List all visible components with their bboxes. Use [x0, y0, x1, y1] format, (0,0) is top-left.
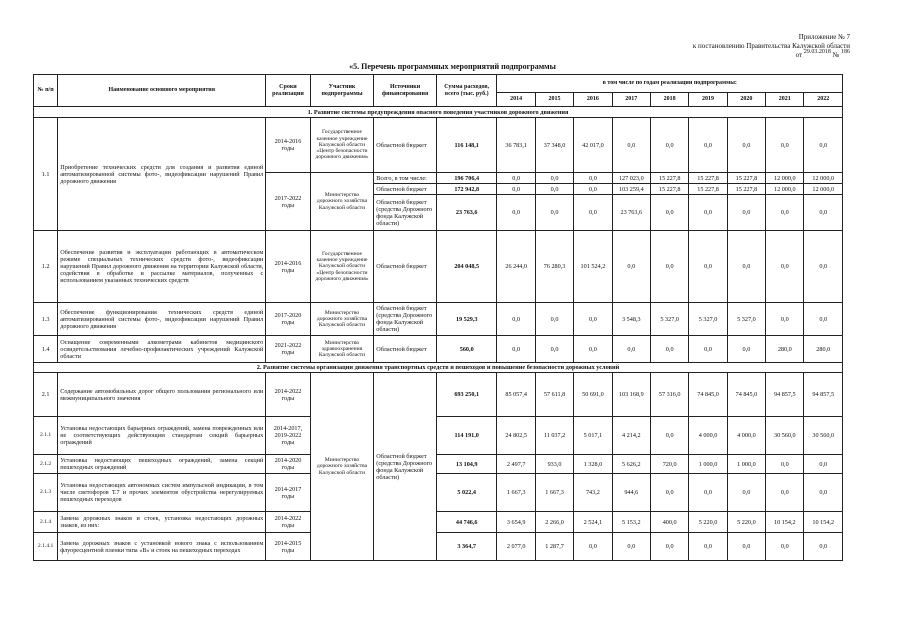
- decree-date: 29.03.2018: [803, 49, 831, 55]
- terms: 2014-2016 годы: [266, 118, 310, 173]
- year-value: 15 227,8: [650, 184, 688, 195]
- row-number: 2.1.2: [34, 455, 58, 474]
- year-value: 0,0: [689, 474, 727, 512]
- year-value: 103 168,9: [612, 373, 650, 417]
- year-value: 12 000,0: [804, 184, 843, 195]
- total-sum: 23 763,6: [436, 195, 497, 231]
- year-value: 57 611,8: [535, 373, 573, 417]
- year-value: 5 153,2: [612, 512, 650, 533]
- year-value: 26 244,0: [497, 231, 535, 303]
- terms: 2014-2016 годы: [266, 231, 310, 303]
- year-value: 23 763,6: [612, 195, 650, 231]
- year-value: 0,0: [497, 173, 535, 184]
- col-num-header: № п/п: [34, 75, 58, 107]
- year-value: 50 691,0: [574, 373, 612, 417]
- year-value: 5 220,0: [727, 512, 765, 533]
- table-row: [34, 474, 843, 512]
- year-value: 1 000,0: [689, 455, 727, 474]
- year-value: 400,0: [650, 512, 688, 533]
- year-header: 2014: [497, 93, 535, 107]
- year-value: 15 227,8: [650, 173, 688, 184]
- year-value: 0,0: [535, 173, 573, 184]
- decree-date-line: [700, 51, 850, 60]
- document-title: «5. Перечень программных мероприятий подпрограммы: [349, 62, 556, 71]
- terms: 2014-2022 годы: [266, 373, 310, 417]
- terms: 2014-2017 годы: [266, 474, 310, 512]
- funding-source: Всего, в том числе:: [374, 173, 437, 184]
- year-value: 0,0: [535, 336, 573, 363]
- year-value: 5 626,2: [612, 455, 650, 474]
- measures-table: [33, 74, 843, 561]
- year-value: 74 845,0: [689, 373, 727, 417]
- year-value: 944,6: [612, 474, 650, 512]
- year-value: 1 667,3: [497, 474, 535, 512]
- year-value: 85 057,4: [497, 373, 535, 417]
- year-value: 103 259,4: [612, 184, 650, 195]
- year-value: 3 548,3: [612, 303, 650, 336]
- row-number: 2.1.1: [34, 417, 58, 455]
- table-row: [34, 373, 843, 417]
- year-value: 15 227,8: [727, 184, 765, 195]
- funding-source: Областной бюджет: [374, 231, 437, 303]
- funding-source: Областной бюджет (средства Дорожного фонда Калужской области): [374, 195, 437, 231]
- year-value: 0,0: [727, 195, 765, 231]
- year-value: 0,0: [689, 533, 727, 561]
- year-value: 0,0: [766, 195, 804, 231]
- year-value: 2 497,7: [497, 455, 535, 474]
- year-value: 0,0: [574, 336, 612, 363]
- funding-source: Областной бюджет: [374, 336, 437, 363]
- year-value: 10 154,2: [804, 512, 843, 533]
- year-value: 0,0: [804, 455, 843, 474]
- year-value: 0,0: [497, 184, 535, 195]
- col-name-header: Наименование основного мероприятия: [58, 75, 266, 107]
- year-value: 5 220,0: [689, 512, 727, 533]
- table-row: [34, 455, 843, 474]
- year-header: 2020: [727, 93, 765, 107]
- participant: Министерство здравоохранения Калужской области: [310, 336, 374, 363]
- terms: 2021-2022 годы: [266, 336, 310, 363]
- year-value: 280,0: [804, 336, 843, 363]
- year-value: 0,0: [612, 533, 650, 561]
- year-value: 4 000,0: [727, 417, 765, 455]
- year-value: 5 017,1: [574, 417, 612, 455]
- year-value: 2 524,1: [574, 512, 612, 533]
- row-number: 1.3: [34, 303, 58, 336]
- row-number: 1.4: [34, 336, 58, 363]
- table-row: [34, 533, 843, 561]
- total-sum: 172 942,8: [436, 184, 497, 195]
- year-value: 5 327,0: [727, 303, 765, 336]
- total-sum: 560,0: [436, 336, 497, 363]
- year-value: 0,0: [574, 195, 612, 231]
- table-row: [34, 118, 843, 173]
- year-value: 4 000,0: [689, 417, 727, 455]
- measure-name: Обеспечение функционирования технических средств единой автоматизированной системы фото-, видеофиксации нарушений Правил дорожного движения: [58, 303, 266, 336]
- year-value: 0,0: [574, 303, 612, 336]
- terms: 2017-2022 годы: [266, 173, 310, 231]
- year-header: 2018: [650, 93, 688, 107]
- year-value: 0,0: [650, 417, 688, 455]
- year-value: 0,0: [804, 303, 843, 336]
- participant: Министерство дорожного хозяйства Калужской области: [310, 173, 374, 231]
- year-value: 0,0: [766, 118, 804, 173]
- total-sum: 44 746,6: [436, 512, 497, 533]
- year-value: 15 227,8: [689, 184, 727, 195]
- measure-name: Замена дорожных знаков и стоек, установка недостающих дорожных знаков, из них:: [58, 512, 266, 533]
- year-header: 2016: [574, 93, 612, 107]
- measure-name: Содержание автомобильных дорог общего пользования регионального или межмуниципального значения: [58, 373, 266, 417]
- year-value: 36 783,1: [497, 118, 535, 173]
- participant: Министерство дорожного хозяйства Калужской области: [310, 303, 374, 336]
- row-number: 2.1.3: [34, 474, 58, 512]
- year-value: 0,0: [612, 118, 650, 173]
- year-value: 127 023,0: [612, 173, 650, 184]
- year-value: 30 560,0: [804, 417, 843, 455]
- measure-name: Установка недостающих автономных систем импульсной индикации, в том числе светофоров Т.7 и прочих элементов обустройства нерегулируемых пешеходных переходов: [58, 474, 266, 512]
- measure-name: Приобретение технических средств для создания и развития единой автоматизированной системы фото-, видеофиксации нарушений Правил дорожного движения: [58, 118, 266, 231]
- year-value: 0,0: [804, 231, 843, 303]
- table-row: [34, 107, 843, 118]
- year-value: 0,0: [650, 336, 688, 363]
- row-number: 2.1.4: [34, 512, 58, 533]
- year-value: 4 214,2: [612, 417, 650, 455]
- year-value: 42 017,0: [574, 118, 612, 173]
- year-value: 0,0: [766, 474, 804, 512]
- year-value: 0,0: [804, 474, 843, 512]
- year-value: 0,0: [727, 474, 765, 512]
- year-value: 0,0: [612, 336, 650, 363]
- year-value: 933,0: [535, 455, 573, 474]
- year-value: 0,0: [766, 455, 804, 474]
- table-row: [34, 336, 843, 363]
- year-value: 0,0: [766, 533, 804, 561]
- year-value: 0,0: [727, 533, 765, 561]
- terms: 2014-2015 годы: [266, 533, 310, 561]
- row-number: 1.2: [34, 231, 58, 303]
- year-value: 15 227,8: [689, 173, 727, 184]
- year-value: 5 327,0: [689, 303, 727, 336]
- year-value: 0,0: [766, 231, 804, 303]
- year-value: 2 266,0: [535, 512, 573, 533]
- total-sum: 693 250,1: [436, 373, 497, 417]
- year-value: 94 857,5: [804, 373, 843, 417]
- year-value: 0,0: [650, 231, 688, 303]
- year-value: 0,0: [804, 195, 843, 231]
- measure-name: Оснащение современными алкометрами кабинетов медицинского освидетельствования лечебно-профилактических учреждений Калужской области: [58, 336, 266, 363]
- year-value: 0,0: [535, 303, 573, 336]
- year-value: 1 000,0: [727, 455, 765, 474]
- year-value: 0,0: [574, 533, 612, 561]
- total-sum: 19 529,3: [436, 303, 497, 336]
- funding-source: Областной бюджет (средства Дорожного фонда Калужской области): [374, 373, 437, 561]
- participant: Министерство дорожного хозяйства Калужской области: [310, 373, 374, 561]
- year-value: 10 154,2: [766, 512, 804, 533]
- year-value: 74 845,0: [727, 373, 765, 417]
- total-sum: 116 148,1: [436, 118, 497, 173]
- year-value: 0,0: [727, 118, 765, 173]
- year-value: 0,0: [689, 336, 727, 363]
- total-sum: 114 191,0: [436, 417, 497, 455]
- funding-source: Областной бюджет: [374, 184, 437, 195]
- year-value: 0,0: [535, 195, 573, 231]
- year-value: 0,0: [650, 474, 688, 512]
- year-value: 0,0: [574, 173, 612, 184]
- year-header: 2015: [535, 93, 573, 107]
- col-sum-header: Сумма расходов, всего (тыс. руб.): [436, 75, 497, 107]
- row-number: 2.1.4.1: [34, 533, 58, 561]
- year-header: 2022: [804, 93, 843, 107]
- terms: 2017-2020 годы: [266, 303, 310, 336]
- year-value: 37 348,0: [535, 118, 573, 173]
- year-value: 0,0: [650, 533, 688, 561]
- col-terms-header: Сроки реализации: [266, 75, 310, 107]
- year-value: 12 000,0: [766, 173, 804, 184]
- year-value: 0,0: [689, 118, 727, 173]
- year-value: 11 037,2: [535, 417, 573, 455]
- year-value: 280,0: [766, 336, 804, 363]
- col-years-group-header: в том числе по годам реализации подпрограммы:: [497, 75, 843, 93]
- measure-name: Обеспечение развития и эксплуатации работающих в автоматическом режиме специальных технических средств фото-, видеофиксации нарушений Правил дорожного движения на территории Калужской области, содействия в обработке и рассылке материалов, полученных с использованием указанных технических средств: [58, 231, 266, 303]
- year-value: 12 000,0: [766, 184, 804, 195]
- total-sum: 196 706,4: [436, 173, 497, 184]
- decree-number: 186: [841, 49, 850, 55]
- row-number: 2.1: [34, 373, 58, 417]
- appendix-label: Приложение № 7: [798, 33, 850, 41]
- section-heading: 1. Развитие системы предупреждения опасного поведения участников дорожного движения: [34, 107, 843, 118]
- year-value: 57 316,0: [650, 373, 688, 417]
- table-row: [34, 231, 843, 303]
- year-value: 94 857,5: [766, 373, 804, 417]
- year-value: 0,0: [497, 303, 535, 336]
- total-sum: 5 022,4: [436, 474, 497, 512]
- row-number: 1.1: [34, 118, 58, 231]
- year-value: 101 524,2: [574, 231, 612, 303]
- year-value: 15 227,8: [727, 173, 765, 184]
- year-value: 0,0: [650, 195, 688, 231]
- total-sum: 3 364,7: [436, 533, 497, 561]
- section-heading: 2. Развитие системы организации движения транспортных средств и пешеходов и повышение безопасности дорожных условий: [34, 363, 843, 373]
- decree-label: к постановлению Правительства Калужской области: [692, 42, 850, 50]
- year-value: 0,0: [612, 231, 650, 303]
- measure-name: Установка недостающих пешеходных ограждений, замена секций пешеходных ограждений: [58, 455, 266, 474]
- year-value: 1 667,3: [535, 474, 573, 512]
- year-value: 30 560,0: [766, 417, 804, 455]
- year-value: 0,0: [727, 336, 765, 363]
- year-value: 2 077,0: [497, 533, 535, 561]
- year-value: 5 327,0: [650, 303, 688, 336]
- table-row: [34, 303, 843, 336]
- year-value: 3 654,9: [497, 512, 535, 533]
- participant: Государственное казенное учреждение Калужской области «Центр безопасности дорожного движения»: [310, 231, 374, 303]
- year-header: 2019: [689, 93, 727, 107]
- terms: 2014-2020 годы: [266, 455, 310, 474]
- year-value: 0,0: [574, 184, 612, 195]
- measure-name: Замена дорожных знаков с установкой нового знака с использованием флуоресцентной пленки типа «В» и стоек на пешеходных переходах: [58, 533, 266, 561]
- year-value: 720,0: [650, 455, 688, 474]
- year-value: 0,0: [689, 195, 727, 231]
- table-row: [34, 363, 843, 373]
- participant: Государственное казенное учреждение Калужской области «Центр безопасности дорожного движения»: [310, 118, 374, 173]
- funding-source: Областной бюджет (средства Дорожного фонда Калужской области): [374, 303, 437, 336]
- year-value: 0,0: [650, 118, 688, 173]
- year-value: 76 280,3: [535, 231, 573, 303]
- terms: 2014-2022 годы: [266, 512, 310, 533]
- year-value: 0,0: [689, 231, 727, 303]
- table-row: [34, 512, 843, 533]
- from-label: от: [795, 51, 803, 59]
- year-value: 0,0: [804, 118, 843, 173]
- year-value: 0,0: [497, 336, 535, 363]
- year-header: 2017: [612, 93, 650, 107]
- year-value: 0,0: [766, 303, 804, 336]
- year-value: 12 000,0: [804, 173, 843, 184]
- table-row: [34, 417, 843, 455]
- year-value: 24 802,5: [497, 417, 535, 455]
- total-sum: 204 048,5: [436, 231, 497, 303]
- year-value: 1 328,0: [574, 455, 612, 474]
- col-sources-header: Источники финансирования: [374, 75, 437, 107]
- measure-name: Установка недостающих барьерных ограждений, замена поврежденных или не соответствующих действующим стандартам секций барьерных ограждений: [58, 417, 266, 455]
- year-value: 0,0: [804, 533, 843, 561]
- year-value: 743,2: [574, 474, 612, 512]
- year-header: 2021: [766, 93, 804, 107]
- year-value: 0,0: [497, 195, 535, 231]
- year-value: 0,0: [535, 184, 573, 195]
- year-value: 0,0: [727, 231, 765, 303]
- year-value: 1 287,7: [535, 533, 573, 561]
- total-sum: 13 104,9: [436, 455, 497, 474]
- number-label: №: [832, 51, 840, 59]
- funding-source: Областной бюджет: [374, 118, 437, 173]
- terms: 2014-2017, 2019-2022 годы: [266, 417, 310, 455]
- col-participant-header: Участник подпрограммы: [310, 75, 374, 107]
